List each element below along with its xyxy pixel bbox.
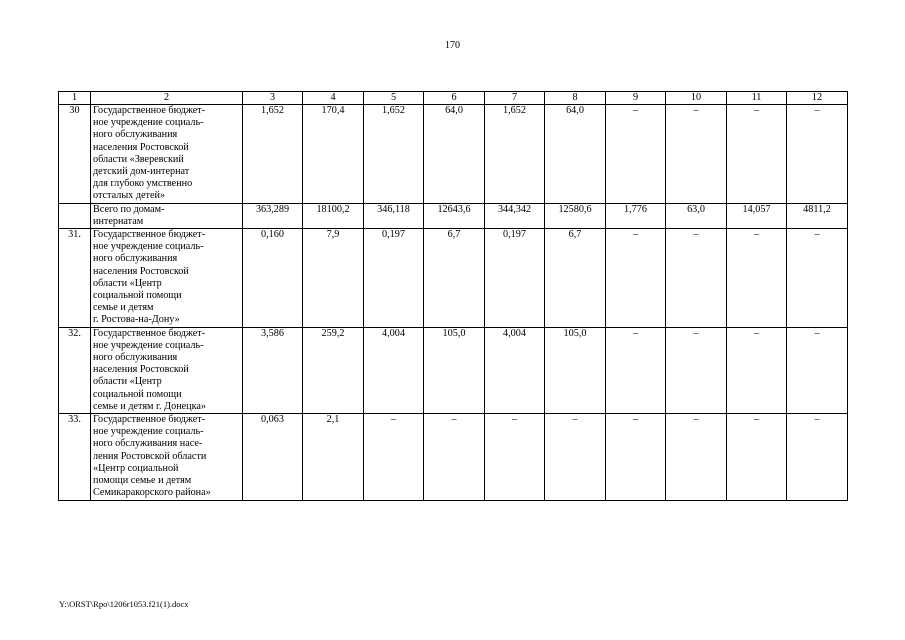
institution-name-line: помощи семье и детям bbox=[93, 475, 192, 487]
value-cell: 0,197 bbox=[485, 229, 545, 328]
value-cell: 1,652 bbox=[364, 105, 424, 204]
institution-name-line: Государственное бюджет- bbox=[93, 327, 206, 339]
institution-name-line: семье и детям bbox=[93, 302, 154, 314]
institution-name-line: отсталых детей» bbox=[93, 190, 166, 202]
institution-name-cell bbox=[91, 203, 243, 228]
value-cell: 12643,6 bbox=[424, 203, 485, 228]
value-cell: – bbox=[727, 327, 787, 413]
column-number: 6 bbox=[424, 92, 485, 105]
institution-name-line: ного обслуживания bbox=[93, 253, 178, 265]
institution-name-line: населения Ростовской bbox=[93, 364, 189, 376]
institution-name-line: области «Центр bbox=[93, 277, 162, 289]
value-cell: – bbox=[787, 327, 848, 413]
value-cell: – bbox=[606, 105, 666, 204]
value-cell: 64,0 bbox=[545, 105, 606, 204]
column-number: 7 bbox=[485, 92, 545, 105]
value-cell: – bbox=[666, 414, 727, 500]
value-cell: – bbox=[485, 414, 545, 500]
value-cell: – bbox=[787, 105, 848, 204]
column-number: 5 bbox=[364, 92, 424, 105]
value-cell: 2,1 bbox=[303, 414, 364, 500]
column-number: 10 bbox=[666, 92, 727, 105]
value-cell: – bbox=[666, 229, 727, 328]
institution-name-line: социальной помощи bbox=[93, 290, 182, 302]
value-cell: 1,776 bbox=[606, 203, 666, 228]
value-cell: – bbox=[606, 229, 666, 328]
institution-name-line: ное учреждение социаль- bbox=[93, 339, 204, 351]
value-cell: 6,7 bbox=[424, 229, 485, 328]
row-number-cell bbox=[59, 203, 91, 228]
row-number-cell: 33. bbox=[59, 414, 91, 500]
value-cell: – bbox=[787, 229, 848, 328]
institution-name-line: детский дом-интернат bbox=[93, 166, 190, 178]
institution-name-line: г. Ростова-на-Дону» bbox=[93, 314, 180, 326]
institution-name-line: ное учреждение социаль- bbox=[93, 117, 204, 129]
column-number: 1 bbox=[59, 92, 91, 105]
institution-name-line: области «Зверевский bbox=[93, 153, 184, 165]
value-cell: 1,652 bbox=[485, 105, 545, 204]
row-number-cell: 31. bbox=[59, 229, 91, 328]
column-number: 3 bbox=[243, 92, 303, 105]
value-cell: 6,7 bbox=[545, 229, 606, 328]
institution-name-line: Государственное бюджет- bbox=[93, 105, 206, 116]
table-row bbox=[59, 105, 848, 204]
table-body bbox=[59, 92, 848, 501]
page-number: 170 bbox=[445, 40, 460, 51]
value-cell: – bbox=[666, 327, 727, 413]
value-cell: 105,0 bbox=[545, 327, 606, 413]
value-cell: – bbox=[606, 414, 666, 500]
value-cell: 4811,2 bbox=[787, 203, 848, 228]
institution-name-line: «Центр социальной bbox=[93, 462, 179, 474]
institution-name-line: социальной помощи bbox=[93, 388, 182, 400]
institution-name-line: Государственное бюджет- bbox=[93, 229, 206, 241]
column-number: 8 bbox=[545, 92, 606, 105]
column-number: 12 bbox=[787, 92, 848, 105]
institution-name-cell bbox=[91, 105, 243, 204]
institution-name-cell bbox=[91, 414, 243, 500]
value-cell: 63,0 bbox=[666, 203, 727, 228]
institution-name-line: ного обслуживания bbox=[93, 129, 178, 141]
value-cell: 3,586 bbox=[243, 327, 303, 413]
institution-name-line: населения Ростовской bbox=[93, 141, 189, 153]
value-cell: 0,160 bbox=[243, 229, 303, 328]
institution-name-line: ное учреждение социаль- bbox=[93, 426, 204, 438]
institution-name-line: ного обслуживания насе- bbox=[93, 438, 203, 450]
institution-name-line: области «Центр bbox=[93, 376, 162, 388]
table-row bbox=[59, 203, 848, 228]
value-cell: 0,197 bbox=[364, 229, 424, 328]
value-cell: – bbox=[666, 105, 727, 204]
value-cell: – bbox=[727, 414, 787, 500]
value-cell: 14,057 bbox=[727, 203, 787, 228]
value-cell: 363,289 bbox=[243, 203, 303, 228]
value-cell: – bbox=[424, 414, 485, 500]
value-cell: – bbox=[787, 414, 848, 500]
value-cell: – bbox=[364, 414, 424, 500]
value-cell: – bbox=[727, 229, 787, 328]
value-cell: 18100,2 bbox=[303, 203, 364, 228]
institution-name-line: для глубоко умственно bbox=[93, 178, 193, 190]
table-row bbox=[59, 327, 848, 413]
value-cell: 64,0 bbox=[424, 105, 485, 204]
column-number-row bbox=[59, 92, 848, 105]
value-cell: 105,0 bbox=[424, 327, 485, 413]
institution-name-cell bbox=[91, 229, 243, 328]
institution-name-line: Государственное бюджет- bbox=[93, 414, 206, 426]
institution-name-line: Семикаракорского района» bbox=[93, 487, 211, 499]
value-cell: – bbox=[545, 414, 606, 500]
value-cell: 346,118 bbox=[364, 203, 424, 228]
table-row bbox=[59, 414, 848, 500]
column-number: 11 bbox=[727, 92, 787, 105]
institution-name-line: семье и детям г. Донецка» bbox=[93, 400, 207, 412]
table-row bbox=[59, 229, 848, 328]
file-path-footer: Y:\ORST\Rpo\1206r1053.f21(1).docx bbox=[59, 599, 189, 609]
column-number: 9 bbox=[606, 92, 666, 105]
column-number: 4 bbox=[303, 92, 364, 105]
value-cell: 1,652 bbox=[243, 105, 303, 204]
institution-name-line: ного обслуживания bbox=[93, 352, 178, 364]
value-cell: 4,004 bbox=[485, 327, 545, 413]
institution-name-line: ное учреждение социаль- bbox=[93, 241, 204, 253]
value-cell: 12580,6 bbox=[545, 203, 606, 228]
value-cell: 344,342 bbox=[485, 203, 545, 228]
value-cell: 7,9 bbox=[303, 229, 364, 328]
value-cell: – bbox=[606, 327, 666, 413]
institution-name-cell bbox=[91, 327, 243, 413]
value-cell: – bbox=[727, 105, 787, 204]
data-table bbox=[58, 91, 848, 501]
value-cell: 259,2 bbox=[303, 327, 364, 413]
institution-name-line: ления Ростовской области bbox=[93, 450, 207, 462]
value-cell: 0,063 bbox=[243, 414, 303, 500]
institution-name-line: населения Ростовской bbox=[93, 265, 189, 277]
row-number-cell: 30 bbox=[59, 105, 91, 204]
row-number-cell: 32. bbox=[59, 327, 91, 413]
value-cell: 170,4 bbox=[303, 105, 364, 204]
institution-name-line: интернатам bbox=[93, 215, 144, 227]
value-cell: 4,004 bbox=[364, 327, 424, 413]
column-number: 2 bbox=[91, 92, 243, 105]
institution-name-line: Всего по домам- bbox=[93, 203, 165, 215]
